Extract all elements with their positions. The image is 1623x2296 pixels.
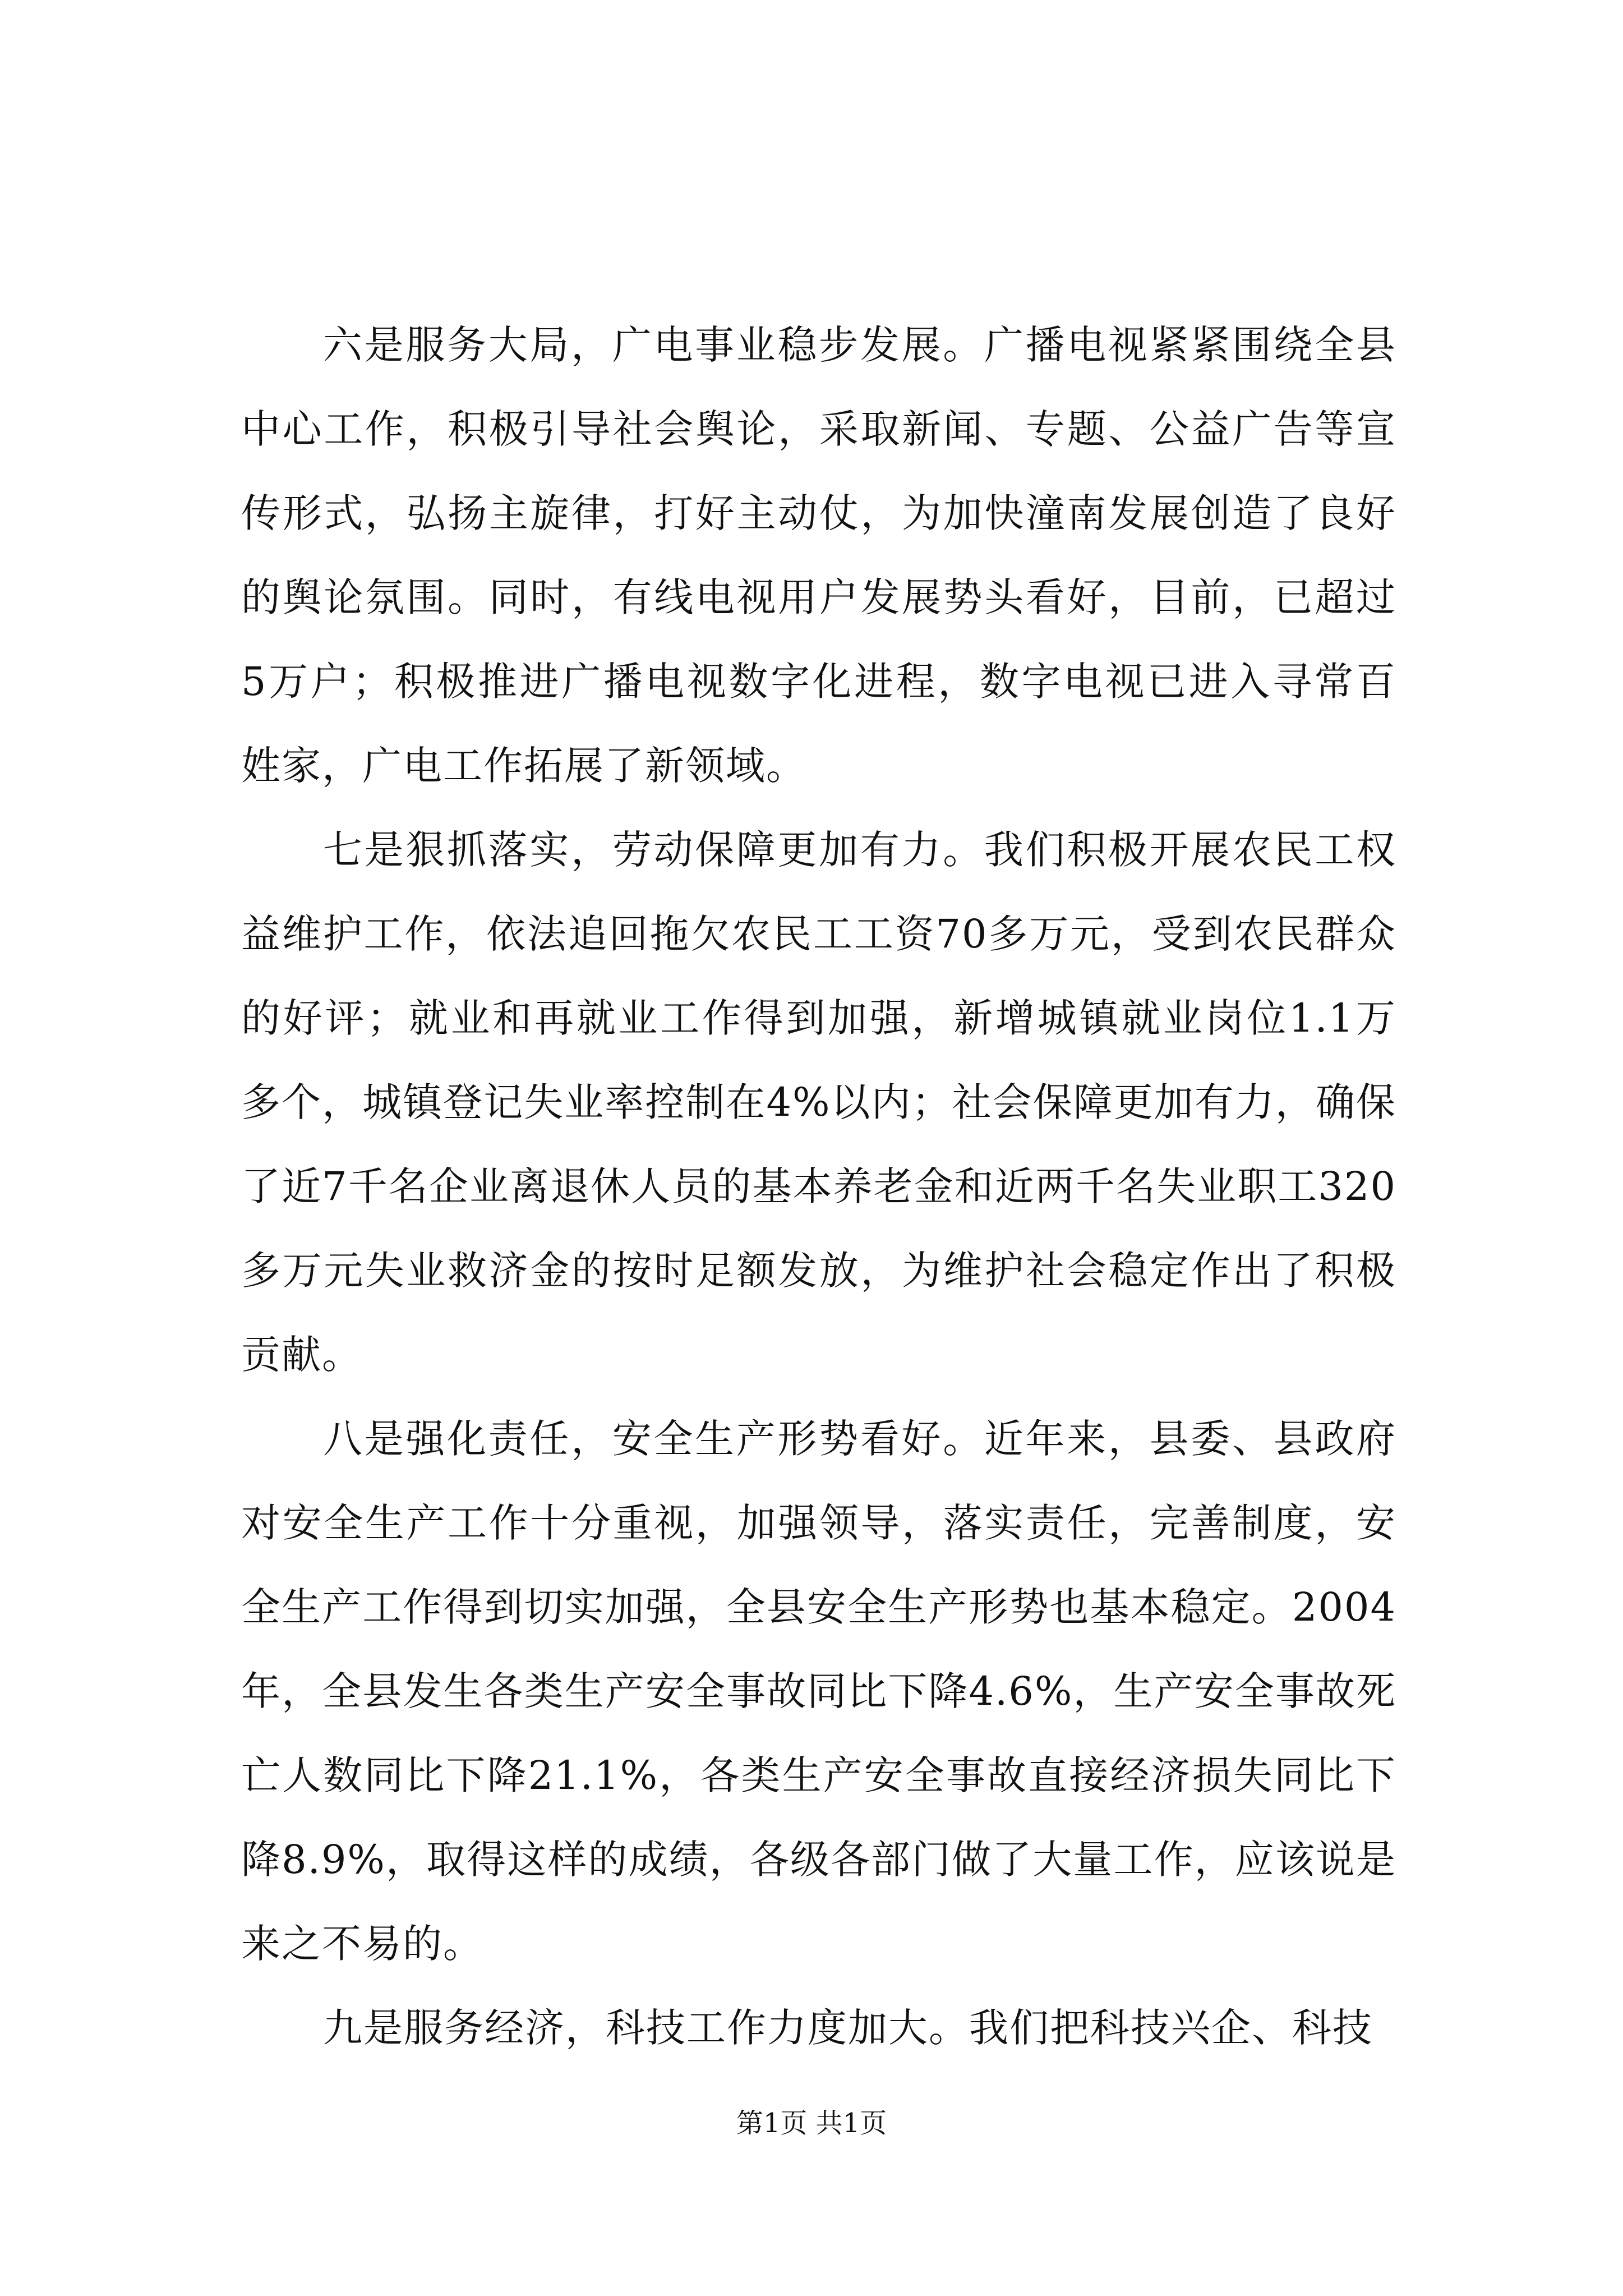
paragraph-radio-tv: 六是服务大局，广电事业稳步发展。广播电视紧紧围绕全县中心工作，积极引导社会舆论，采取新闻、专题、公益广告等宣传形式，弘扬主旋律，打好主动仗，为加快潼南发展创造了良好的舆论氛围。同时，有线电视用户发展势头看好，目前，已超过5万户；积极推进广播电视数字化进程，数字电视已进入寻常百姓家，广电工作拓展了新领域。 (241, 322, 1396, 789)
page-footer: 第1页 共1页 (736, 2108, 887, 2139)
paragraph-science-tech: 九是服务经济，科技工作力度加大。我们把科技兴企、科技 (323, 2005, 1373, 2051)
paragraph-work-safety: 八是强化责任，安全生产形势看好。近年来，县委、县政府对安全生产工作十分重视，加强领导，落实责任，完善制度，安全生产工作得到切实加强，全县安全生产形势也基本稳定。2004年，全县发生各类生产安全事故同比下降4.6%，生产安全事故死亡人数同比下降21.1%，各类生产安全事故直接经济损失同比下降8.9%，取得这样的成绩，各级各部门做了大量工作，应该说是来之不易的。 (241, 1416, 1396, 1967)
document-body (241, 303, 1396, 2070)
paragraph-labor-security: 七是狠抓落实，劳动保障更加有力。我们积极开展农民工权益维护工作，依法追回拖欠农民工工资70多万元，受到农民群众的好评；就业和再就业工作得到加强，新增城镇就业岗位1.1万多个，城镇登记失业率控制在4%以内；社会保障更加有力，确保了近7千名企业离退休人员的基本养老金和近两千名失业职工320多万元失业救济金的按时足额发放，为维护社会稳定作出了积极贡献。 (241, 827, 1396, 1378)
